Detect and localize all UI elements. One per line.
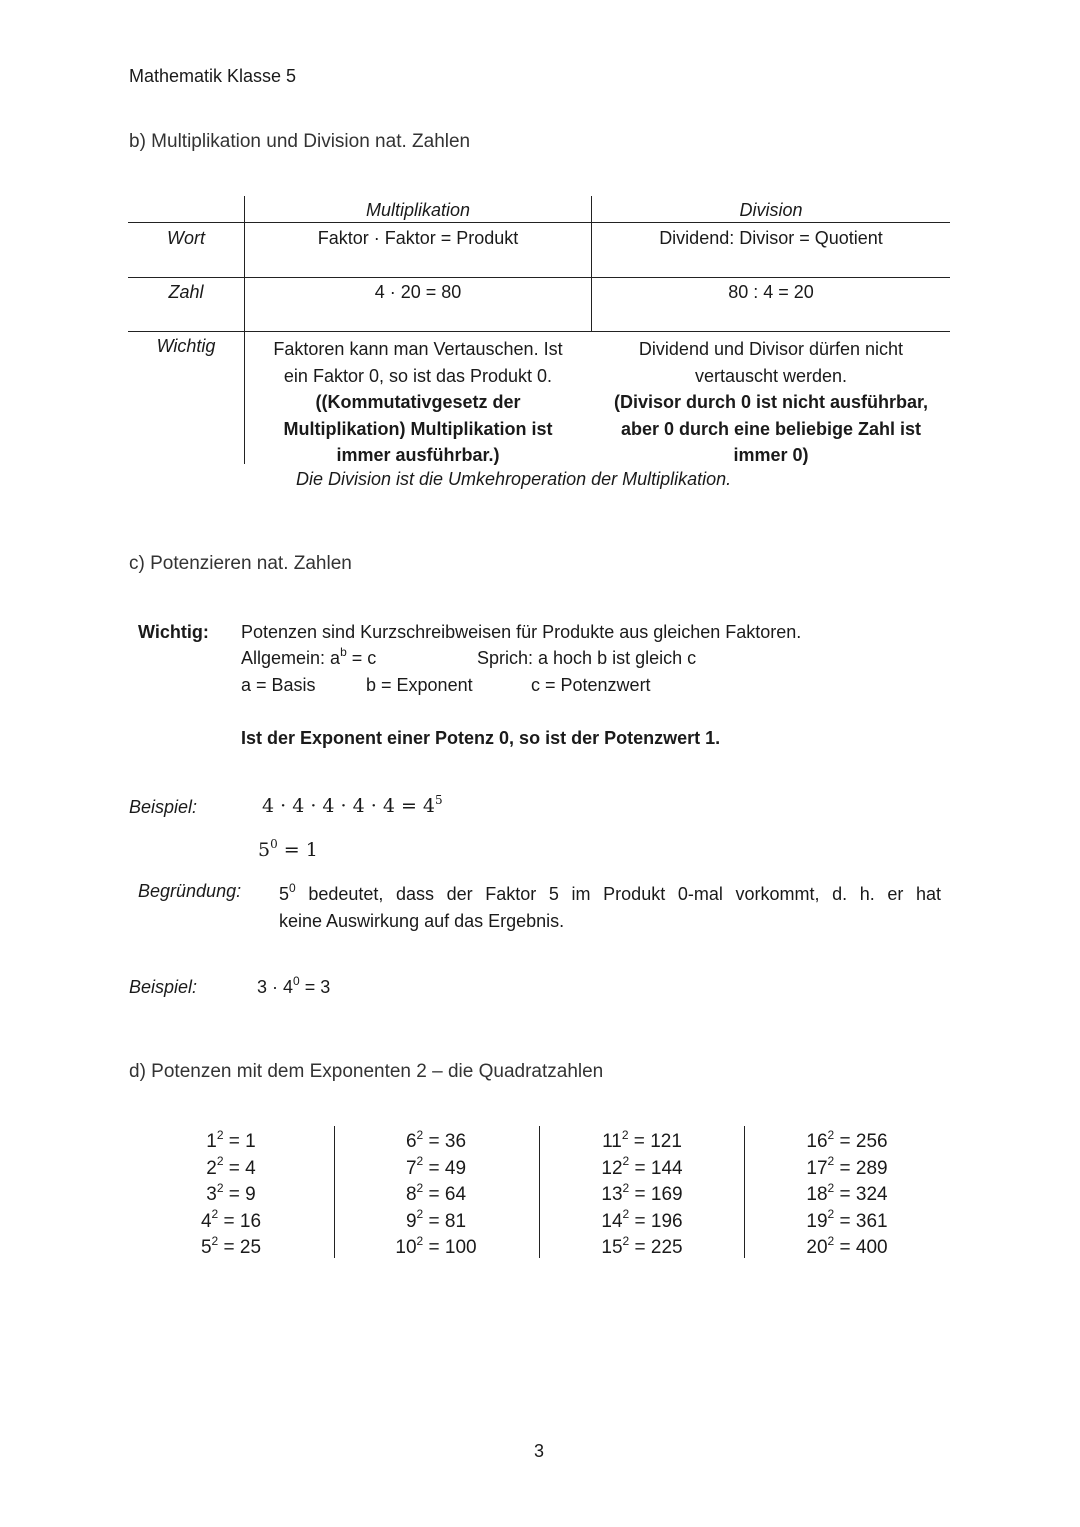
wichtig-div-bold-line: immer 0) [733,445,809,466]
square-entry: $18^2 = 324$ [806,1180,888,1206]
square-entry: $5^2 = 25$ [200,1234,262,1259]
square-entry: $14^2 = 196$ [601,1207,683,1232]
begruendung-label: Begründung: [138,881,242,901]
square-column [757,1129,937,1262]
zahl-multiplikation: 4 · 20 = 80 [374,282,462,302]
wichtig-div-line: Dividend und Divisor dürfen nicht [638,339,904,359]
exponent-zero-rule: Ist der Exponent einer Potenz 0, so ist der Potenzwert 1. [241,728,721,748]
section-c-heading: c) Potenzieren nat. Zahlen [129,553,352,574]
square-entry: $2^2 = 4$ [206,1154,256,1179]
square-entry: $17^2 = 289$ [806,1154,888,1179]
wichtig-label: Wichtig: [138,622,209,642]
square-entry: $12^2 = 144$ [601,1154,683,1179]
row-label-zahl: Zahl [168,282,204,302]
example-3-times-4-power-0: $3 \cdot 4^0 = 3$ [257,974,331,997]
row-label-wichtig: Wichtig [156,336,216,356]
beispiel-label: Beispiel: [129,797,198,817]
wichtig-mult-bold-line: ((Kommutativgesetz der [315,392,521,413]
sprich-text: Sprich: a hoch b ist gleich c [477,648,697,668]
example-power-product: $4 \cdot 4 \cdot 4 \cdot 4 \cdot 4 = 4^5$ [262,792,443,817]
wichtig-multiplikation [245,336,591,469]
square-column [346,1129,526,1262]
square-column [141,1129,321,1262]
wort-multiplikation: Faktor · Faktor = Produkt [317,228,519,248]
zahl-division: 80 : 4 = 20 [728,282,814,302]
page-number: 3 [534,1441,545,1461]
wichtig-div-bold-line: aber 0 durch eine beliebige Zahl ist [620,418,922,439]
square-entry: $1^2 = 1$ [206,1127,256,1152]
exponent-label: b = Exponent [366,675,473,695]
square-entry: $19^2 = 361$ [806,1207,888,1232]
column-header-multiplikation: Multiplikation [365,200,471,220]
wichtig-mult-bold-line: immer ausführbar.) [336,445,500,466]
square-entry: $9^2 = 81$ [405,1207,467,1232]
wichtig-div-bold-line: (Divisor durch 0 ist nicht ausführbar, [613,392,929,413]
square-entry: $7^2 = 49$ [405,1154,467,1179]
section-b-heading: b) Multiplikation und Division nat. Zahlen [129,131,471,152]
square-entry: $3^2 = 9$ [206,1180,256,1206]
wichtig-mult-line: ein Faktor 0, so ist das Produkt 0. [283,365,553,386]
beispiel-label-2: Beispiel: [129,977,198,997]
square-entry: $11^2 = 121$ [602,1127,682,1152]
allgemein-formula: Allgemein: $a^b = c$ [241,645,377,668]
wichtig-division [592,336,950,469]
begruendung-text: $5^0$ bedeutet, dass der Faktor 5 im Produkt 0-mal vorkommt, d. h. er hat keine Auswirkung auf das Ergebnis. [279,881,941,931]
wichtig-mult-line: Faktoren kann man Vertauschen. Ist [273,339,563,359]
wichtig-mult-bold-line: Multiplikation) Multiplikation ist [283,418,553,439]
square-entry: $8^2 = 64$ [405,1180,467,1206]
square-entry: $10^2 = 100$ [395,1234,477,1259]
division-note: Die Division ist die Umkehroperation der Multiplikation. [296,469,732,489]
page-header-title: Mathematik Klasse 5 [129,66,297,86]
wort-division: Dividend: Divisor = Quotient [659,228,883,248]
section-d-heading: d) Potenzen mit dem Exponenten 2 – die Quadratzahlen [129,1061,604,1082]
square-column [552,1129,732,1262]
square-entry: $4^2 = 16$ [200,1207,262,1232]
example-power-zero: $5^0 = 1$ [258,836,318,861]
row-label-wort: Wort [167,228,205,248]
potenz-definition: Potenzen sind Kurzschreibweisen für Produkte aus gleichen Faktoren. [241,622,802,642]
square-entry: $16^2 = 256$ [806,1127,888,1152]
wichtig-div-line: vertauscht werden. [694,365,848,386]
square-entry: $6^2 = 36$ [405,1127,467,1152]
square-entry: $20^2 = 400$ [806,1234,888,1259]
column-header-division: Division [739,200,803,220]
basis-label: a = Basis [241,675,316,695]
potenzwert-label: c = Potenzwert [531,675,651,695]
square-entry: $13^2 = 169$ [601,1180,683,1206]
square-entry: $15^2 = 225$ [601,1234,683,1259]
